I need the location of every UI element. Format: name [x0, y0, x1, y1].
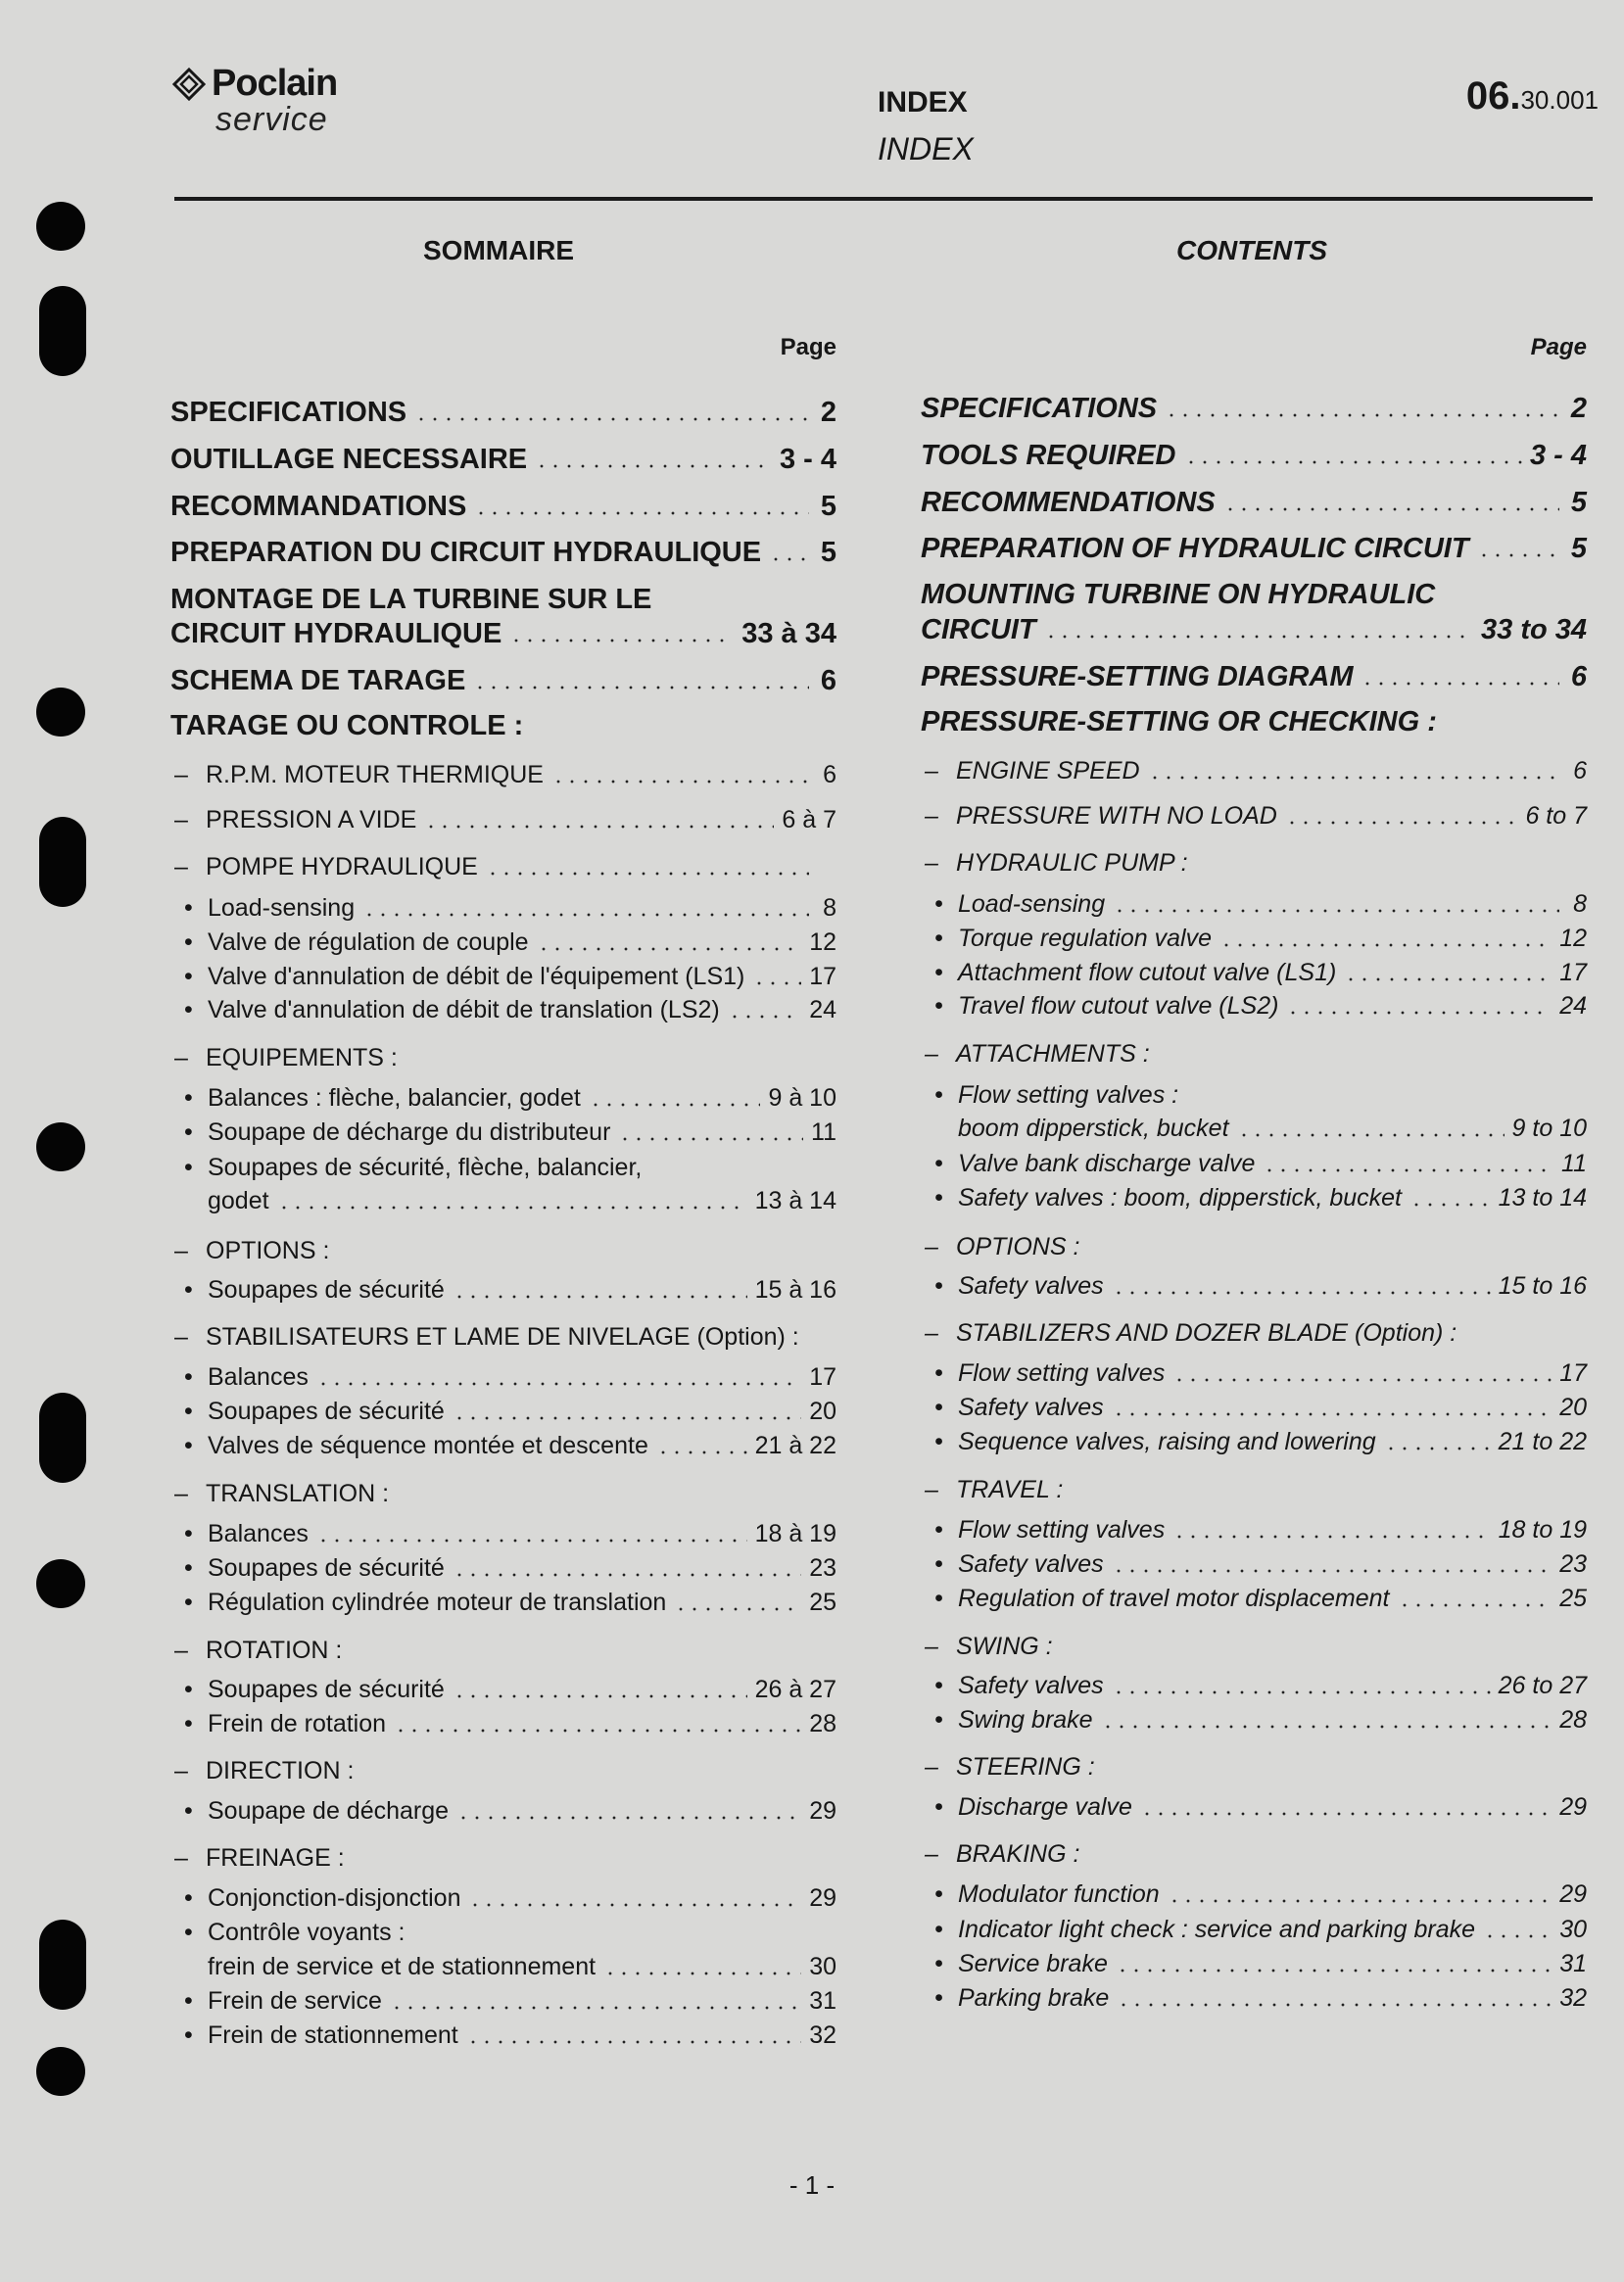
doc-number-minor: 30.001: [1520, 85, 1599, 115]
toc-item: • Frein de stationnement 32: [170, 2019, 836, 2053]
toc-item: • Régulation cylindrée moteur de translation 25: [170, 1586, 836, 1620]
toc-entry: PRESSURE-SETTING DIAGRAM 6: [921, 661, 1587, 692]
binder-hole: [36, 688, 85, 737]
toc-entry: RECOMMENDATIONS 5: [921, 487, 1587, 518]
toc-item: • Soupapes de sécurité 20: [170, 1395, 836, 1429]
section-title: – EQUIPEMENTS :: [174, 1044, 398, 1071]
section-title: – BRAKING :: [925, 1840, 1080, 1868]
toc-item: • Valves de séquence montée et descente 21 à 22: [170, 1429, 836, 1463]
toc-entry: – POMPE HYDRAULIQUE: [170, 850, 836, 884]
toc-item: • Valve d'annulation de débit de translation (LS2) 24: [170, 993, 836, 1027]
toc-item: • Flow setting valves 18 to 19: [921, 1513, 1587, 1547]
toc-item-line: • Contrôle voyants :: [170, 1916, 406, 1950]
toc-item: • Soupape de décharge du distributeur 11: [170, 1116, 836, 1150]
toc-item: • Indicator light check : service and parking brake 30: [921, 1913, 1587, 1947]
section-title: – OPTIONS :: [174, 1237, 330, 1264]
toc-item: • Safety valves 20: [921, 1391, 1587, 1425]
toc-item: • Parking brake 32: [921, 1981, 1587, 2016]
section-title: TARAGE OU CONTROLE :: [170, 710, 524, 741]
toc-item: • Frein de service 31: [170, 1984, 836, 2019]
section-title: – STEERING :: [925, 1753, 1095, 1781]
toc-item: • Flow setting valves 17: [921, 1356, 1587, 1391]
toc-item: • Modulator function 29: [921, 1878, 1587, 1912]
toc-item: • Regulation of travel motor displacement 25: [921, 1582, 1587, 1616]
section-title: – ATTACHMENTS :: [925, 1040, 1150, 1068]
toc-item: • Travel flow cutout valve (LS2) 24: [921, 989, 1587, 1023]
section-title: – TRAVEL :: [925, 1476, 1064, 1503]
section-title: – FREINAGE :: [174, 1844, 345, 1872]
toc-entry: – PRESSURE WITH NO LOAD 6 to 7: [921, 799, 1587, 833]
toc-item-line: • Soupapes de sécurité, flèche, balancier,: [170, 1151, 642, 1185]
section-title: – STABILISATEURS ET LAME DE NIVELAGE (Option) :: [174, 1323, 799, 1351]
toc-item: • Sequence valves, raising and lowering 21 to 22: [921, 1425, 1587, 1459]
toc-item: boom dipperstick, bucket 9 to 10: [958, 1115, 1587, 1142]
page-number: - 1 -: [788, 2170, 836, 2200]
toc-item: • Safety valves 23: [921, 1547, 1587, 1582]
toc-item: • Attachment flow cutout valve (LS1) 17: [921, 956, 1587, 990]
brand-name: Poclain: [212, 63, 338, 104]
toc-item: • Safety valves 15 to 16: [921, 1269, 1587, 1304]
toc-entry: CIRCUIT HYDRAULIQUE 33 à 34: [170, 618, 836, 649]
binder-slot: [39, 817, 86, 907]
toc-entry: PREPARATION OF HYDRAULIC CIRCUIT 5: [921, 533, 1587, 564]
section-title: – DIRECTION :: [174, 1757, 355, 1784]
toc-entry: SCHEMA DE TARAGE 6: [170, 665, 836, 696]
toc-entry: RECOMMANDATIONS 5: [170, 491, 836, 522]
toc-entry-line: MONTAGE DE LA TURBINE SUR LE: [170, 584, 652, 615]
binder-hole: [36, 2047, 85, 2096]
toc-entry-line: MOUNTING TURBINE ON HYDRAULIC: [921, 579, 1436, 610]
toc-entry: CIRCUIT 33 to 34: [921, 614, 1587, 645]
toc-entry: TOOLS REQUIRED 3 - 4: [921, 440, 1587, 471]
toc-item: frein de service et de stationnement 30: [208, 1953, 836, 1980]
poclain-diamond-icon: [172, 68, 206, 101]
binder-hole: [36, 1559, 85, 1608]
document-number: [1466, 74, 1599, 119]
toc-item: • Discharge valve 29: [921, 1790, 1587, 1825]
toc-item: • Safety valves : boom, dipperstick, bucket 13 to 14: [921, 1181, 1587, 1215]
toc-entry: – ENGINE SPEED 6: [921, 754, 1587, 788]
page-title: INDEX: [878, 86, 968, 119]
toc-entry: OUTILLAGE NECESSAIRE 3 - 4: [170, 444, 836, 475]
column-title: CONTENTS: [1176, 235, 1327, 265]
column-title: SOMMAIRE: [423, 235, 574, 265]
section-title: – STABILIZERS AND DOZER BLADE (Option) :: [925, 1319, 1457, 1347]
toc-item: • Balances 17: [170, 1360, 836, 1395]
toc-item: • Frein de rotation 28: [170, 1707, 836, 1741]
section-title: – ROTATION :: [174, 1637, 343, 1664]
toc-item: • Valve d'annulation de débit de l'équipement (LS1) 17: [170, 960, 836, 994]
section-title: PRESSURE-SETTING OR CHECKING :: [921, 706, 1437, 737]
section-title: – HYDRAULIC PUMP :: [925, 849, 1188, 877]
brand-block: [172, 63, 337, 139]
toc-item: • Torque regulation valve 12: [921, 922, 1587, 956]
binder-slot: [39, 1393, 86, 1483]
section-title: – SWING :: [925, 1633, 1053, 1660]
toc-item: • Load-sensing 8: [921, 887, 1587, 922]
toc-item: • Conjonction-disjonction 29: [170, 1881, 836, 1916]
toc-item-line: • Flow setting valves :: [921, 1078, 1178, 1113]
binder-slot: [39, 1920, 86, 2010]
toc-entry: SPECIFICATIONS 2: [921, 393, 1587, 424]
toc-item: • Safety valves 26 to 27: [921, 1669, 1587, 1703]
binder-slot: [39, 286, 86, 376]
toc-item: • Soupapes de sécurité 26 à 27: [170, 1673, 836, 1707]
binder-hole: [36, 202, 85, 251]
toc-item: • Valve bank discharge valve 11: [921, 1147, 1587, 1181]
section-title: – TRANSLATION :: [174, 1480, 390, 1507]
toc-entry: PREPARATION DU CIRCUIT HYDRAULIQUE 5: [170, 537, 836, 568]
brand-subtitle: service: [215, 101, 328, 138]
toc-entry: – R.P.M. MOTEUR THERMIQUE 6: [170, 758, 836, 792]
page-subtitle: INDEX: [878, 131, 974, 166]
toc-item: • Swing brake 28: [921, 1703, 1587, 1737]
page-column-header: Page: [780, 334, 836, 360]
toc-item: • Balances : flèche, balancier, godet 9 à 10: [170, 1081, 836, 1116]
toc-item: • Soupapes de sécurité 23: [170, 1551, 836, 1586]
binder-hole: [36, 1122, 85, 1171]
toc-item: • Valve de régulation de couple 12: [170, 926, 836, 960]
toc-item: • Soupape de décharge 29: [170, 1794, 836, 1829]
toc-entry: – PRESSION A VIDE 6 à 7: [170, 803, 836, 837]
toc-item: godet 13 à 14: [208, 1187, 836, 1214]
doc-number-major: 06.: [1465, 74, 1521, 118]
toc-item: • Load-sensing 8: [170, 891, 836, 926]
toc-item: • Balances 18 à 19: [170, 1517, 836, 1551]
toc-item: • Soupapes de sécurité 15 à 16: [170, 1273, 836, 1307]
page-column-header: Page: [1530, 334, 1587, 360]
section-title: – OPTIONS :: [925, 1233, 1080, 1260]
toc-entry: SPECIFICATIONS 2: [170, 397, 836, 428]
toc-item: • Service brake 31: [921, 1947, 1587, 1981]
header-rule: [174, 197, 1593, 201]
